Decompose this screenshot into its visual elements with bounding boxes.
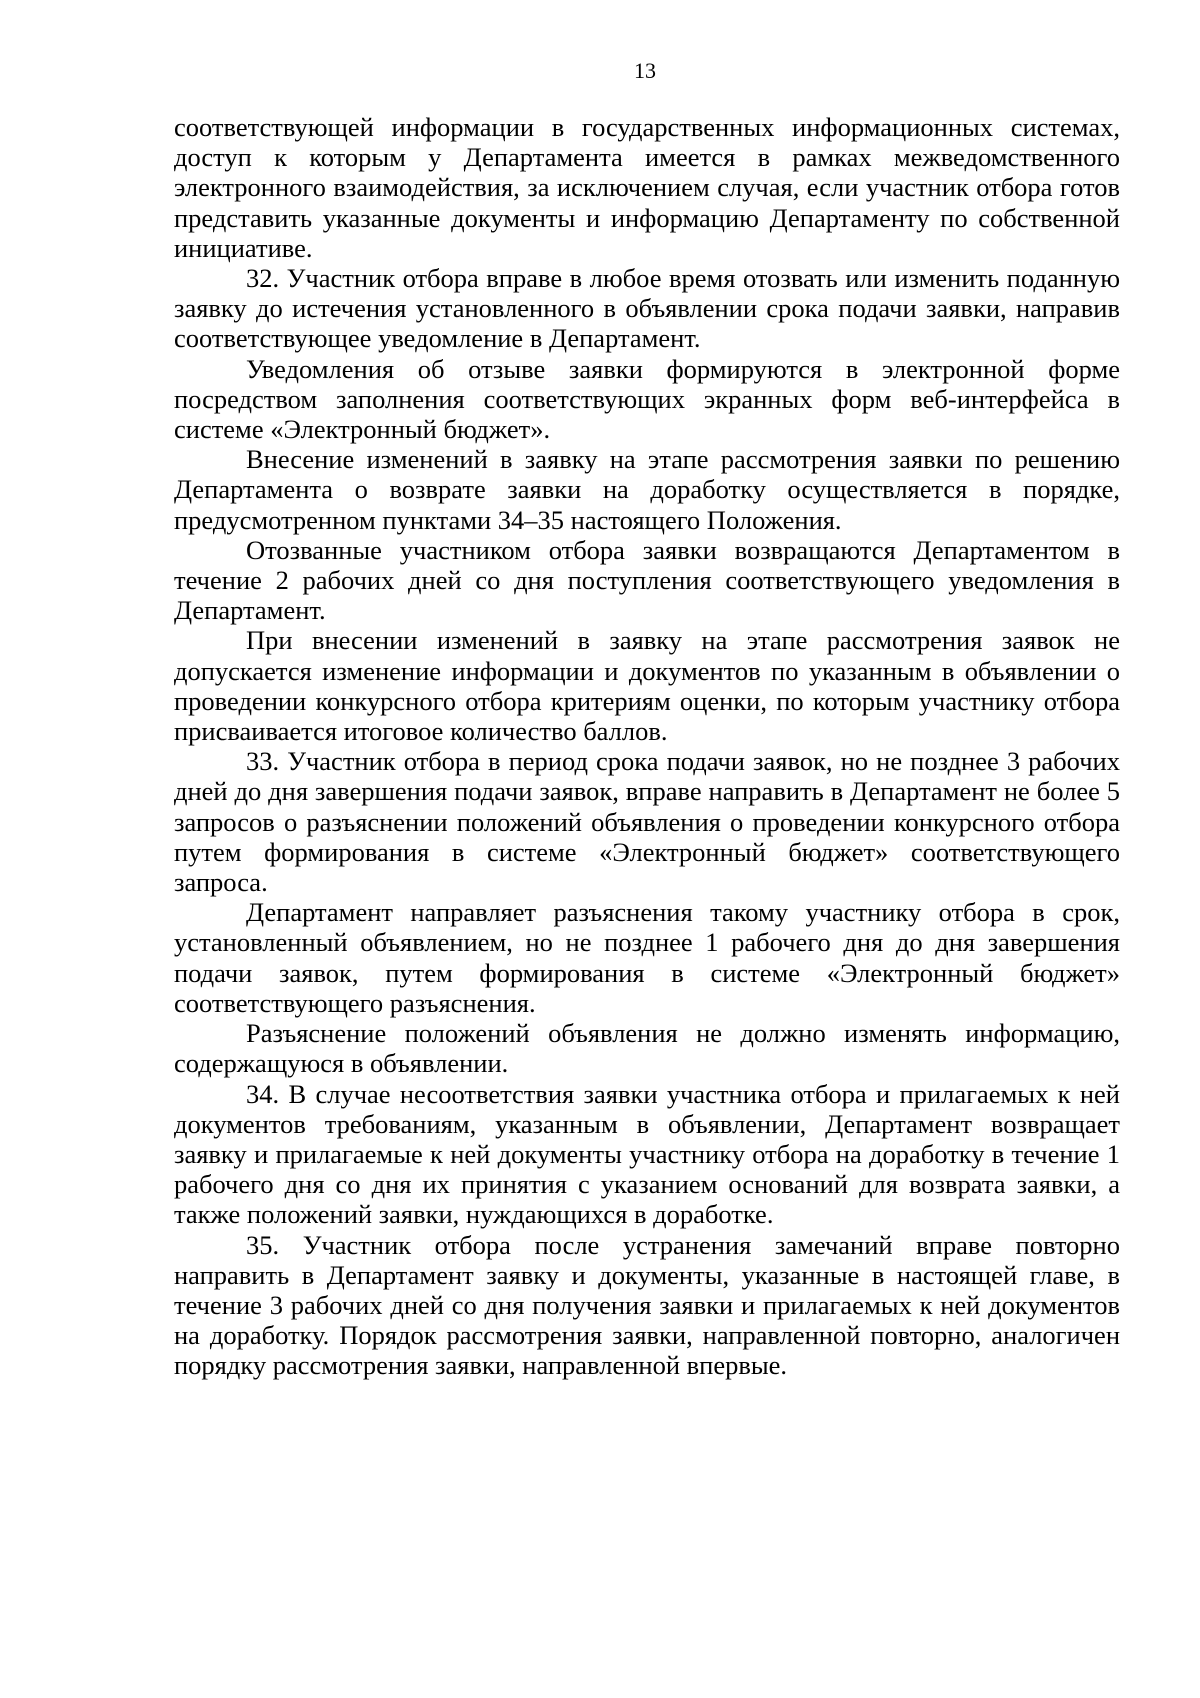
paragraph-clarification-response: Департамент направляет разъяснения такому участнику отбора в срок, установленный объявлением, но не позднее 1 рабочего дня до дня завершения подачи заявок, путем формирования в системе «Электронный бюджет» соответствующего разъяснения.	[174, 897, 1120, 1018]
page-number: 13	[634, 58, 656, 83]
document-body	[174, 112, 1120, 1381]
paragraph-item-32: 32. Участник отбора вправе в любое время отозвать или изменить поданную заявку до истечения установленного в объявлении срока подачи заявки, направив соответствующее уведомление в Департамент.	[174, 263, 1120, 354]
paragraph-clarification-limit: Разъяснение положений объявления не должно изменять информацию, содержащуюся в объявлении.	[174, 1018, 1120, 1079]
paragraph-continuation: соответствующей информации в государственных информационных системах, доступ к которым у Департамента имеется в рамках межведомственного электронного взаимодействия, за исключением случая, если участник отбора готов представить указанные документы и информацию Департаменту по собственной инициативе.	[174, 112, 1120, 263]
paragraph-item-34: 34. В случае несоответствия заявки участника отбора и прилагаемых к ней документов требованиям, указанным в объявлении, Департамент возвращает заявку и прилагаемые к ней документы участнику отбора на доработку в течение 1 рабочего дня со дня их принятия с указанием оснований для возврата заявки, а также положений заявки, нуждающихся в доработке.	[174, 1078, 1120, 1230]
paragraph-item-33: 33. Участник отбора в период срока подачи заявок, но не позднее 3 рабочих дней до дня завершения подачи заявок, вправе направить в Департамент не более 5 запросов о разъяснении положений объявления о проведении конкурсного отбора путем формирования в системе «Электронный бюджет» соответствующего запроса.	[174, 746, 1120, 898]
paragraph-withdrawal-notice: Уведомления об отзыве заявки формируются в электронной форме посредством заполнения соответствующих экранных форм веб-интерфейса в системе «Электронный бюджет».	[174, 353, 1120, 445]
paragraph-withdrawn-return: Отозванные участником отбора заявки возвращаются Департаментом в течение 2 рабочих дней со дня поступления соответствующего уведомления в Департамент.	[174, 534, 1120, 626]
paragraph-amendment-restriction: При внесении изменений в заявку на этапе рассмотрения заявок не допускается изменение информации и документов по указанным в объявлении о проведении конкурсного отбора критериям оценки, по которым участнику отбора присваивается итоговое количество баллов.	[174, 625, 1120, 747]
paragraph-item-35: 35. Участник отбора после устранения замечаний вправе повторно направить в Департамент заявку и документы, указанные в настоящей главе, в течение 3 рабочих дней со дня получения заявки и прилагаемых к ней документов на доработку. Порядок рассмотрения заявки, направленной повторно, аналогичен порядку рассмотрения заявки, направленной впервые.	[174, 1229, 1120, 1381]
paragraph-amendments: Внесение изменений в заявку на этапе рассмотрения заявки по решению Департамента о возврате заявки на доработку осуществляется в порядке, предусмотренном пунктами 34–35 настоящего Положения.	[174, 444, 1120, 535]
